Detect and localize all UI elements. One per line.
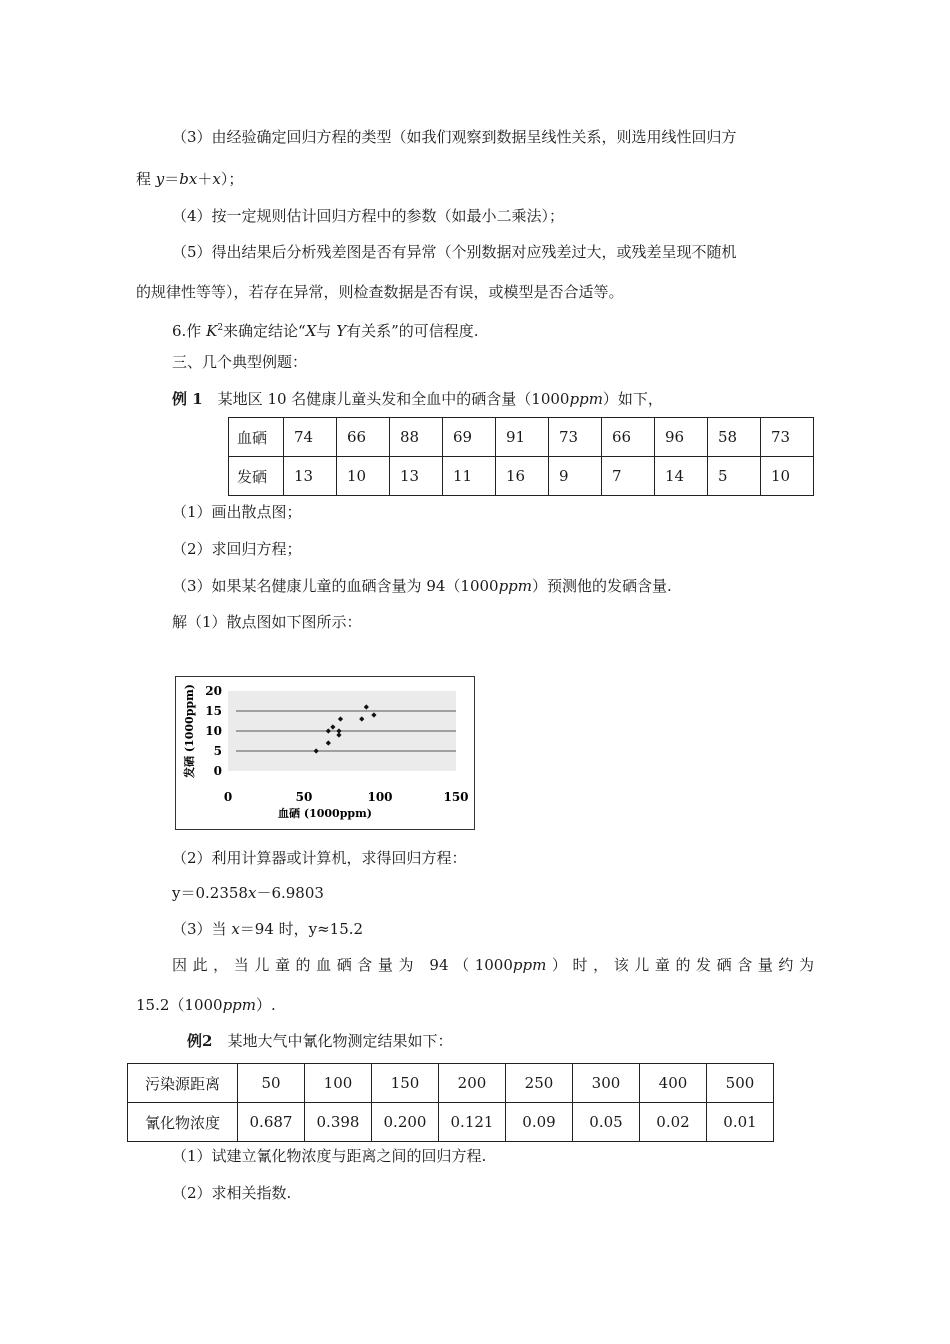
question-1: （1）画出散点图；	[172, 503, 302, 521]
example-2-intro: 例2 某地大气中氰化物测定结果如下：	[187, 1032, 453, 1050]
row-header-distance: 污染源距离	[128, 1064, 238, 1103]
x-tick-label: 150	[443, 790, 469, 804]
table-cell: 150	[372, 1064, 439, 1103]
step-5-line-1: （5）得出结果后分析残差图是否有异常（个别数据对应残差过大，或残差呈现不随机	[172, 243, 737, 261]
table-cell: 16	[496, 457, 549, 496]
solution-2: （2）利用计算器或计算机，求得回归方程：	[172, 849, 467, 867]
table-row	[128, 1064, 774, 1103]
question-2: （2）求回归方程；	[172, 540, 302, 558]
step-4: （4）按一定规则估计回归方程中的参数（如最小二乘法）；	[172, 207, 565, 225]
table-cell: 11	[443, 457, 496, 496]
conclusion-line-1: 因此，当儿童的血硒含量为 94（1000ppm）时，该儿童的发硒含量约为	[172, 956, 814, 974]
table-cell: 500	[707, 1064, 774, 1103]
step-6: 6.作 $K^2$来确定结论“X与 Y有关系”的可信程度.	[172, 322, 479, 340]
table-cell: 0.398	[305, 1103, 372, 1142]
table-cell: 13	[390, 457, 443, 496]
table-cell: 300	[573, 1064, 640, 1103]
table-row	[229, 457, 814, 496]
requirement-2: （2）求相关指数.	[172, 1184, 292, 1202]
table-cell: 100	[305, 1064, 372, 1103]
section-3-heading: 三、几个典型例题：	[172, 353, 308, 371]
table-cell: 13	[284, 457, 337, 496]
y-tick-label: 20	[205, 684, 222, 698]
y-tick-label: 0	[213, 764, 222, 778]
table-cell: 400	[640, 1064, 707, 1103]
row-header-concentration: 氰化物浓度	[128, 1103, 238, 1142]
regression-equation: y＝0.2358x－6.9803	[172, 884, 324, 902]
selenium-table	[228, 417, 814, 496]
table-cell: 0.09	[506, 1103, 573, 1142]
scatter-chart	[175, 676, 475, 830]
table-cell: 9	[549, 457, 602, 496]
table-cell: 66	[602, 418, 655, 457]
y-tick-label: 15	[205, 704, 222, 718]
table-cell: 0.200	[372, 1103, 439, 1142]
x-tick-label: 100	[367, 790, 393, 804]
row-header-hair: 发硒	[229, 457, 284, 496]
table-cell: 0.05	[573, 1103, 640, 1142]
table-cell: 69	[443, 418, 496, 457]
table-cell: 0.02	[640, 1103, 707, 1142]
x-axis-label: 血硒 (1000ppm)	[278, 807, 372, 820]
table-cell: 96	[655, 418, 708, 457]
requirement-1: （1）试建立氰化物浓度与距离之间的回归方程.	[172, 1147, 487, 1165]
table-cell: 74	[284, 418, 337, 457]
y-tick-label: 5	[213, 744, 222, 758]
table-cell: 10	[337, 457, 390, 496]
table-cell: 10	[761, 457, 814, 496]
table-cell: 7	[602, 457, 655, 496]
step-3-line-1: （3）由经验确定回归方程的类型（如我们观察到数据呈线性关系，则选用线性回归方	[172, 128, 737, 146]
table-cell: 14	[655, 457, 708, 496]
example-1-intro: 例 1 某地区 10 名健康儿童头发和全血中的硒含量（1000ppm）如下，	[172, 390, 663, 408]
row-header-blood: 血硒	[229, 418, 284, 457]
x-tick-label: 50	[295, 790, 313, 804]
table-cell: 0.01	[707, 1103, 774, 1142]
table-cell: 250	[506, 1064, 573, 1103]
step-3-line-2: 程 y＝bx＋x）；	[136, 170, 244, 188]
table-cell: 50	[238, 1064, 305, 1103]
question-3: （3）如果某名健康儿童的血硒含量为 94（1000ppm）预测他的发硒含量.	[172, 577, 672, 595]
y-tick-label: 10	[205, 724, 222, 738]
solution-3: （3）当 x＝94 时，y≈15.2	[172, 920, 364, 938]
solution-1: 解（1）散点图如下图所示：	[172, 613, 362, 631]
table-row	[128, 1103, 774, 1142]
x-tick-label: 0	[223, 790, 233, 804]
table-cell: 88	[390, 418, 443, 457]
table-cell: 0.687	[238, 1103, 305, 1142]
table-cell: 5	[708, 457, 761, 496]
table-cell: 73	[761, 418, 814, 457]
y-axis-label: 发硒 (1000ppm)	[183, 684, 196, 778]
conclusion-line-2: 15.2（1000ppm）.	[136, 996, 276, 1014]
example-2-label: 例2	[187, 1032, 213, 1050]
table-cell: 0.121	[439, 1103, 506, 1142]
table-cell: 66	[337, 418, 390, 457]
table-row	[229, 418, 814, 457]
example-1-label: 例 1	[172, 390, 203, 408]
table-cell: 73	[549, 418, 602, 457]
table-cell: 58	[708, 418, 761, 457]
table-cell: 91	[496, 418, 549, 457]
cyanide-table	[127, 1063, 774, 1142]
step-5-line-2: 的规律性等等），若存在异常，则检查数据是否有误，或模型是否合适等。	[136, 283, 624, 301]
table-cell: 200	[439, 1064, 506, 1103]
